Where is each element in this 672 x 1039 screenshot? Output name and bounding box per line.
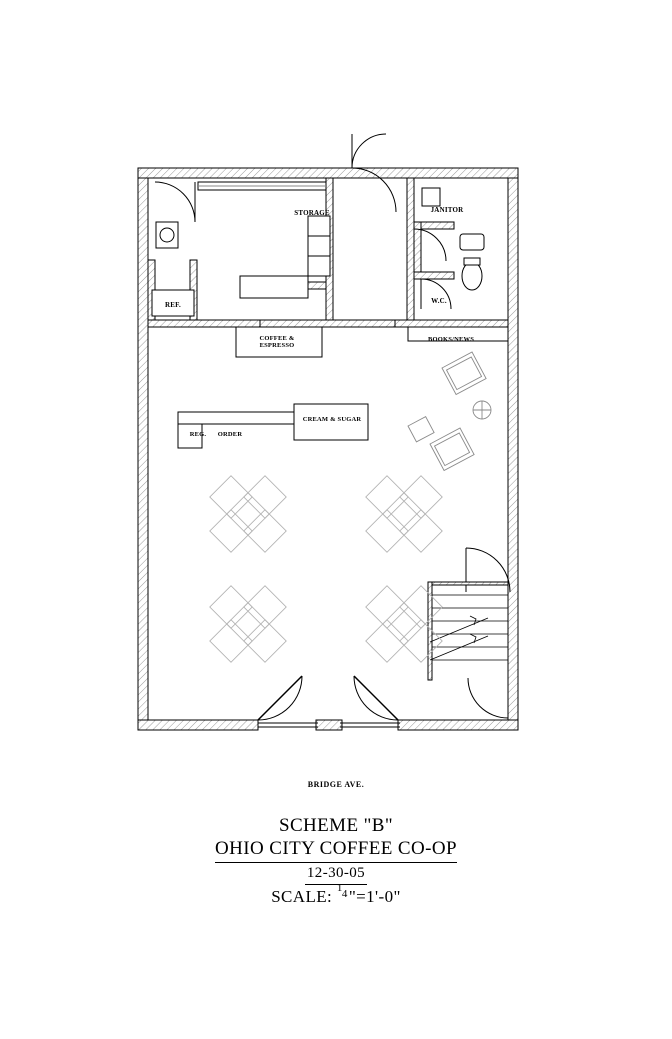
room-label-order: ORDER bbox=[217, 431, 243, 438]
room-label-coffee-espresso: COFFEE & ESPRESSO bbox=[259, 335, 295, 350]
scale-numerator: 1 bbox=[336, 881, 343, 894]
room-label-janitor: JANITOR bbox=[430, 206, 464, 214]
floor-plan-geometry bbox=[130, 130, 530, 770]
scale-suffix: "=1'-0" bbox=[348, 886, 401, 906]
scale-denominator: 4 bbox=[341, 887, 348, 900]
floor-plan bbox=[130, 130, 530, 770]
title-scale bbox=[271, 881, 401, 908]
room-label-ref: REF. bbox=[165, 301, 181, 309]
street-label: BRIDGE AVE. bbox=[307, 780, 365, 789]
room-label-books-news: BOOKS/NEWS bbox=[427, 336, 475, 343]
room-label-wc: W.C. bbox=[431, 297, 447, 305]
room-label-storage: STORAGE bbox=[294, 209, 330, 217]
scale-prefix: SCALE: bbox=[271, 886, 337, 906]
title-project: OHIO CITY COFFEE CO-OP bbox=[215, 838, 457, 863]
room-label-cream-sugar: CREAM & SUGAR bbox=[302, 416, 362, 423]
title-scheme: SCHEME "B" bbox=[278, 815, 393, 836]
title-date: 12-30-05 bbox=[305, 863, 367, 885]
room-label-register: REG. bbox=[189, 431, 207, 438]
title-block bbox=[0, 780, 672, 908]
scale-fraction bbox=[336, 881, 349, 902]
